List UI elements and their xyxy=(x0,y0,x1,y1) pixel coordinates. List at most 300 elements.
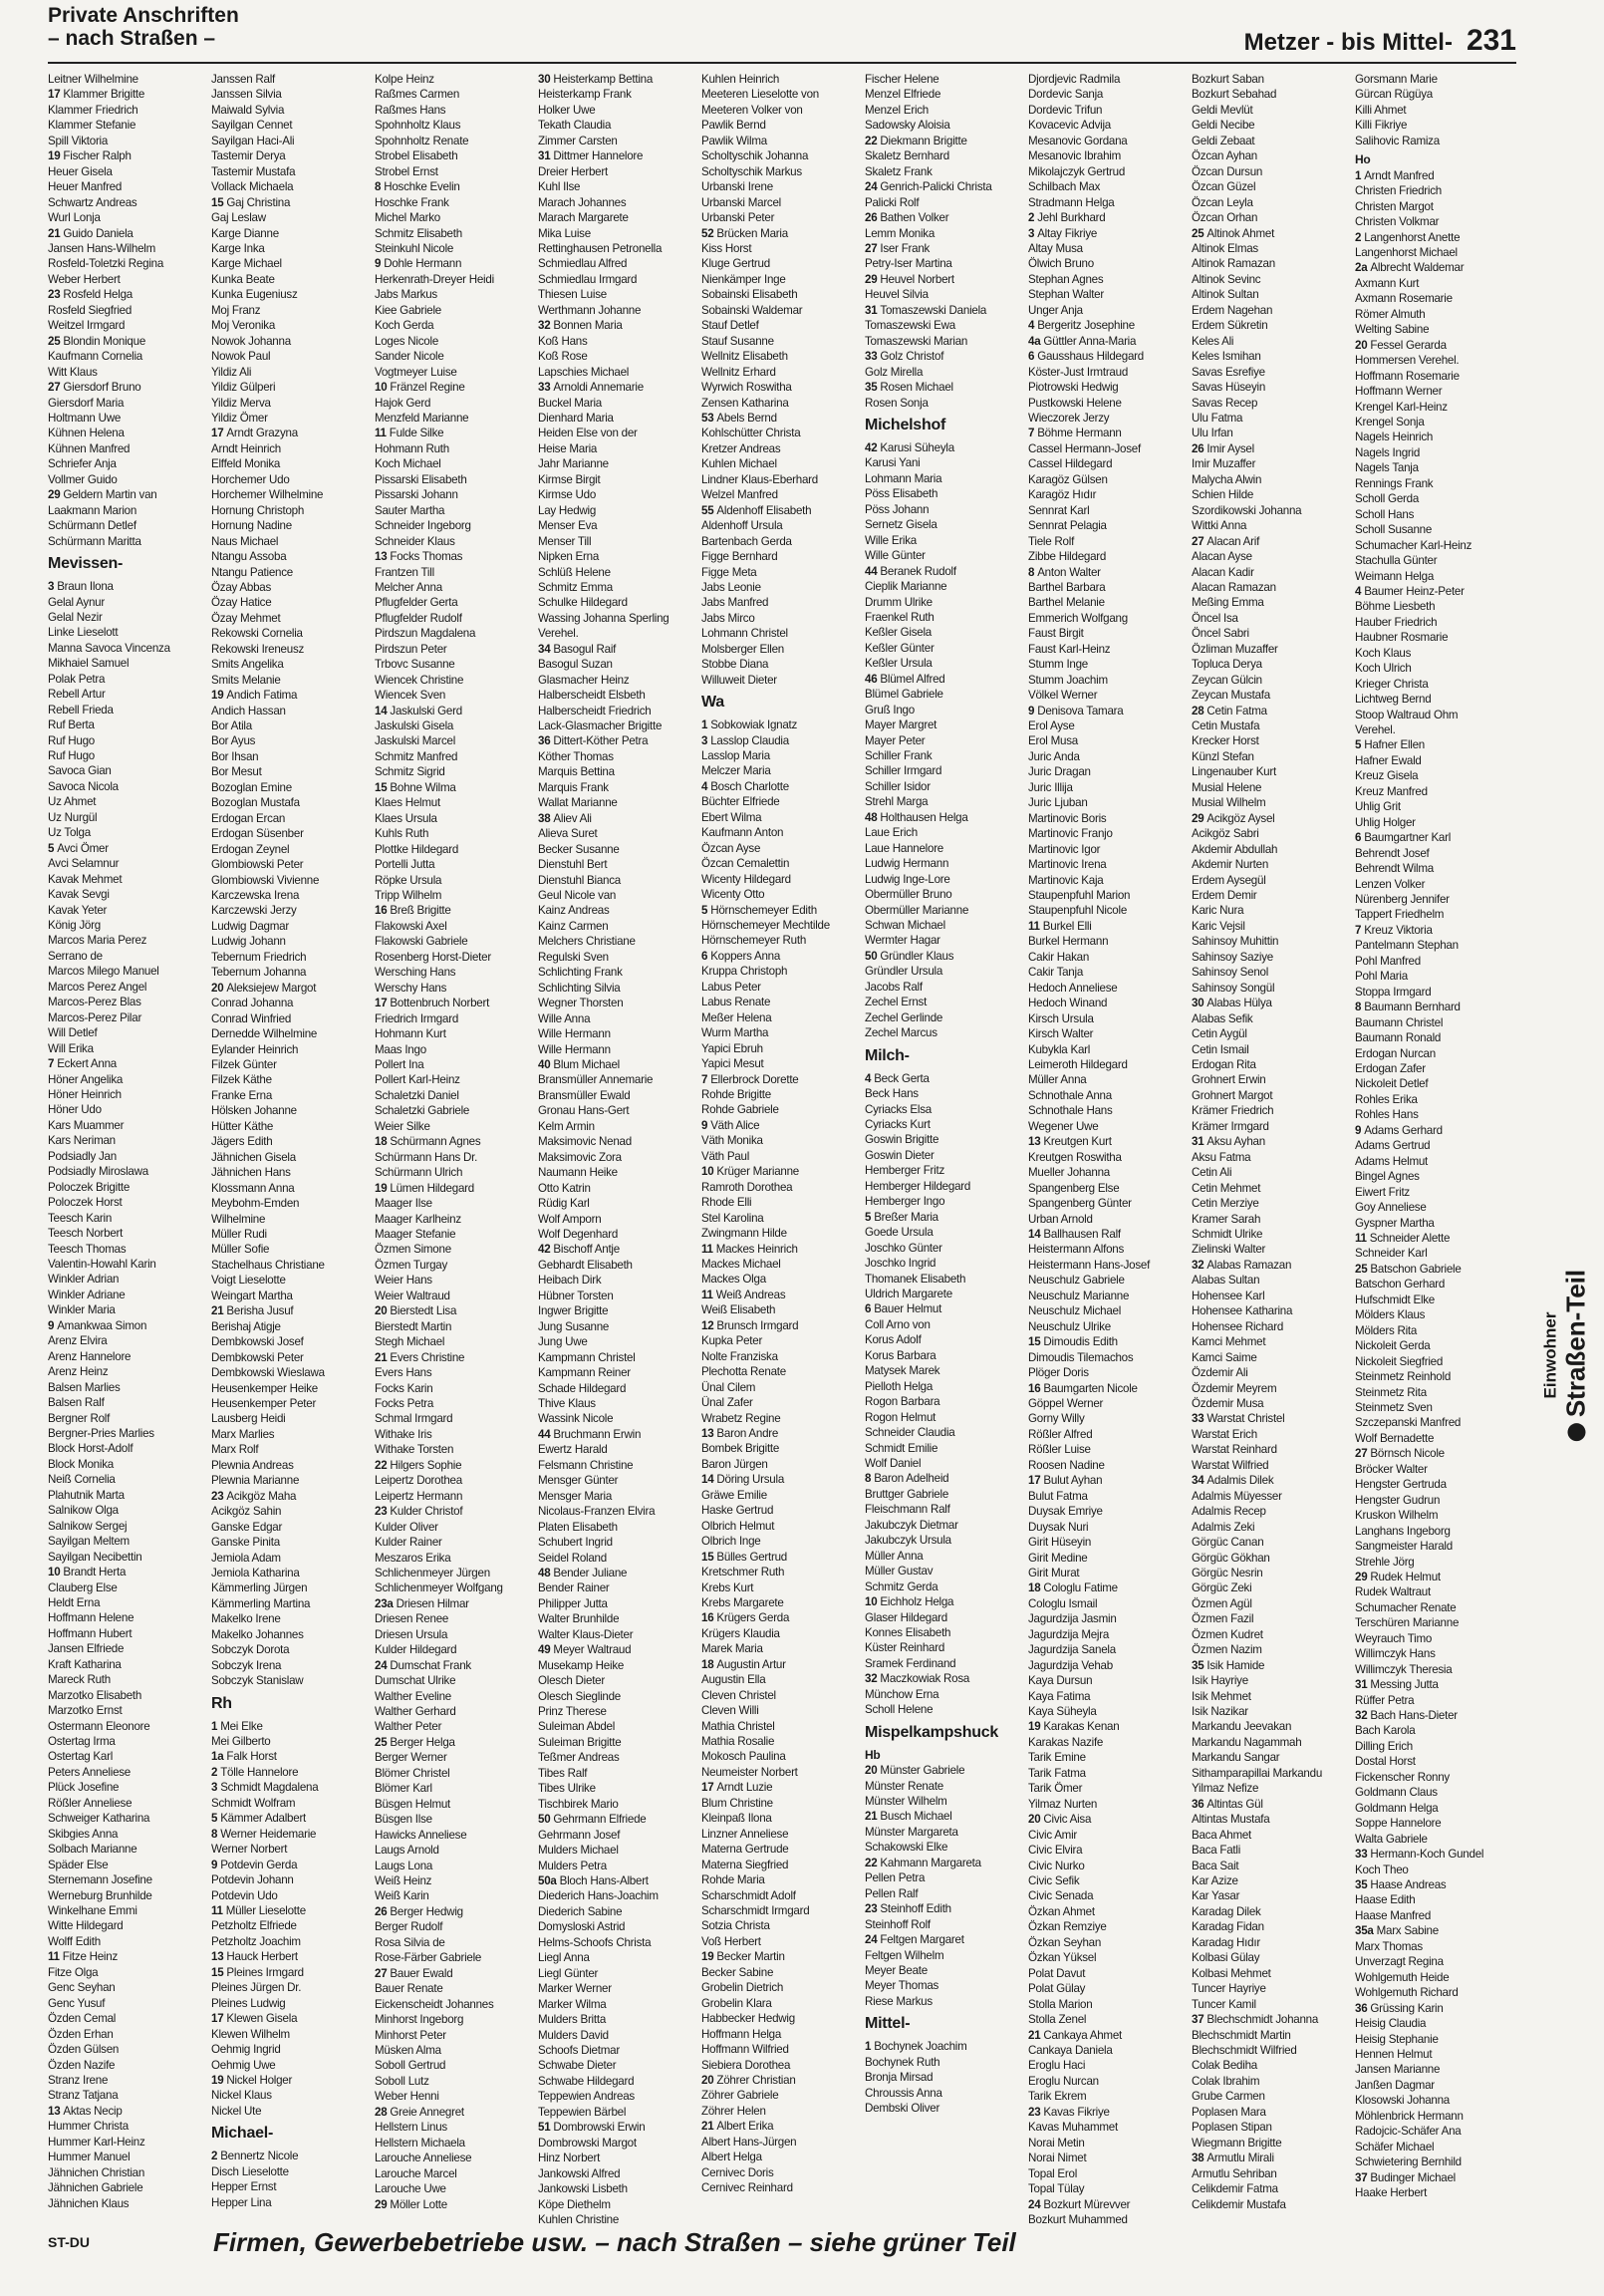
resident-entry: Zensen Katharina xyxy=(701,396,789,410)
resident-entry: Altinok Ramazan xyxy=(1192,257,1275,271)
resident-entry: 19 Fischer Ralph xyxy=(48,149,132,163)
resident-entry: Akdemir Abdullah xyxy=(1192,842,1278,856)
resident-entry: Soboll Lutz xyxy=(375,2074,429,2088)
resident-entry: Kamci Mehmet xyxy=(1192,1335,1266,1349)
resident-entry: Voigt Lieselotte xyxy=(211,1274,286,1288)
house-number: 10 xyxy=(701,1165,714,1179)
house-number: 27 xyxy=(48,381,61,395)
resident-entry: 10 Eichholz Helga xyxy=(865,1595,954,1609)
resident-entry: 42 Bischoff Antje xyxy=(538,1243,620,1257)
resident-entry: Sauter Martha xyxy=(375,503,445,517)
house-number: 18 xyxy=(701,1657,714,1671)
resident-entry: Geldi Zebaat xyxy=(1192,134,1255,147)
resident-entry: Schweiger Katharina xyxy=(48,1812,150,1826)
resident-entry: Plewnia Marianne xyxy=(211,1474,300,1488)
resident-entry: Girit Murat xyxy=(1028,1566,1080,1579)
resident-entry: Cyriacks Kurt xyxy=(865,1118,931,1131)
resident-entry: Mesanovic Ibrahim xyxy=(1028,149,1122,163)
house-number: 3 xyxy=(701,733,708,747)
house-number: 17 xyxy=(48,88,61,102)
resident-entry: Weyrauch Timo xyxy=(1355,1631,1433,1645)
side-tab-big: Straßen-Teil xyxy=(1560,1269,1591,1418)
resident-entry: Hörnschemeyer Ruth xyxy=(701,934,807,948)
house-number: 11 xyxy=(701,1288,713,1301)
resident-entry: Hoffmann Helga xyxy=(701,2027,782,2041)
house-number: 17 xyxy=(1028,1474,1041,1488)
resident-entry: Kraft Katharina xyxy=(48,1657,122,1671)
house-number: 9 xyxy=(375,257,382,271)
resident-entry: Evers Hans xyxy=(375,1366,432,1380)
house-number: 27 xyxy=(375,1966,388,1980)
resident-entry: Colak Bediha xyxy=(1192,2059,1257,2073)
house-number: 27 xyxy=(1192,534,1204,548)
resident-entry: Hörnschemeyer Mechtilde xyxy=(701,919,830,933)
resident-entry: Plewnia Andreas xyxy=(211,1458,294,1472)
resident-entry: Isik Hayriye xyxy=(1192,1674,1248,1688)
house-number: 50 xyxy=(865,949,878,963)
resident-entry: 35 Isik Hamide xyxy=(1192,1658,1265,1672)
resident-entry: Balsen Ralf xyxy=(48,1396,105,1410)
house-number: 22 xyxy=(865,134,878,147)
resident-entry: Jansen Marianne xyxy=(1355,2063,1441,2077)
resident-entry: 6 Gausshaus Hildegard xyxy=(1028,350,1144,364)
resident-entry: Wille Hermann xyxy=(538,1042,611,1056)
house-number: 23 xyxy=(865,1902,878,1916)
house-number: 9 xyxy=(1028,704,1035,718)
directory-column xyxy=(538,72,695,2226)
resident-entry: Kovacevic Advija xyxy=(1028,119,1111,133)
resident-entry: Sobczyk Dorota xyxy=(211,1643,290,1657)
resident-entry: 22 Hilgers Sophie xyxy=(375,1458,462,1472)
house-number: 31 xyxy=(865,303,878,317)
resident-entry: Hedoch Anneliese xyxy=(1028,981,1118,995)
resident-entry: Kuhls Ruth xyxy=(375,827,429,841)
resident-entry: 38 Armutlu Mirali xyxy=(1192,2152,1274,2165)
resident-entry: Heise Maria xyxy=(538,441,598,455)
resident-entry: Will Erika xyxy=(48,1041,94,1055)
resident-entry: Teesch Karin xyxy=(48,1211,113,1225)
resident-entry: Karge Dianne xyxy=(211,226,279,240)
resident-entry: 36 Grüssing Karin xyxy=(1355,2001,1444,2015)
resident-entry: Maager Karlheinz xyxy=(375,1212,461,1226)
resident-entry: 10 Fränzel Regine xyxy=(375,381,465,395)
resident-entry: Pustkowski Helene xyxy=(1028,396,1122,410)
resident-entry: Blum Christine xyxy=(701,1796,773,1810)
resident-entry: Cakir Hakan xyxy=(1028,950,1090,964)
resident-entry: Platen Elisabeth xyxy=(538,1520,618,1534)
resident-entry: Schneider Claudia xyxy=(865,1426,955,1440)
resident-entry: 13 Hauck Herbert xyxy=(211,1950,298,1964)
resident-entry: Kunka Eugeniusz xyxy=(211,288,298,302)
house-number: 22 xyxy=(865,1856,878,1869)
resident-entry: Hauber Friedrich xyxy=(1355,615,1438,629)
resident-entry: Ramroth Dorothea xyxy=(701,1180,793,1194)
resident-entry: Kühnen Manfred xyxy=(48,441,131,455)
directory-columns xyxy=(48,72,1512,2226)
resident-entry: Dembkowski Wieslawa xyxy=(211,1366,325,1380)
resident-entry: 8 Hoschke Evelin xyxy=(375,180,460,194)
house-number: 23 xyxy=(375,1505,388,1519)
resident-entry: Tebernum Johanna xyxy=(211,966,307,980)
resident-entry: Savas Esrefiye xyxy=(1192,365,1265,379)
house-number: 10 xyxy=(48,1566,61,1579)
resident-entry: Wegener Uwe xyxy=(1028,1119,1099,1133)
resident-entry: 25 Berger Helga xyxy=(375,1735,455,1749)
resident-entry: Olbrich Helmut xyxy=(701,1519,775,1533)
resident-entry: Pantelmann Stephan xyxy=(1355,939,1459,953)
house-number: 1a xyxy=(211,1750,224,1764)
resident-entry: Winkler Adriane xyxy=(48,1288,126,1301)
resident-entry: Olesch Dieter xyxy=(538,1674,605,1688)
resident-entry: Nolte Franziska xyxy=(701,1349,778,1363)
resident-entry: Polat Gülay xyxy=(1028,1982,1086,1996)
resident-entry: 2 Tölle Hannelore xyxy=(211,1765,299,1779)
resident-entry: Musial Helene xyxy=(1192,780,1262,794)
resident-entry: Berger Werner xyxy=(375,1751,447,1765)
resident-entry: Wyrwich Roswitha xyxy=(701,381,792,395)
resident-entry: Nickoleit Siegfried xyxy=(1355,1354,1444,1368)
house-number: 1 xyxy=(1355,168,1362,182)
resident-entry: Weimann Helga xyxy=(1355,569,1435,583)
resident-entry: Stranz Tatjana xyxy=(48,2089,119,2103)
resident-entry: Wassink Nicole xyxy=(538,1412,614,1426)
resident-entry: 24 Feltgen Margaret xyxy=(865,1933,964,1947)
resident-entry: Mulders Britta xyxy=(538,2013,607,2027)
resident-entry: Schaletzki Gabriele xyxy=(375,1104,470,1118)
resident-entry: Röpke Ursula xyxy=(375,873,442,887)
house-number: 6 xyxy=(1355,831,1362,845)
resident-entry: Bender Rainer xyxy=(538,1581,610,1595)
resident-entry: 13 Focks Thomas xyxy=(375,550,463,564)
resident-entry: Alabas Sefik xyxy=(1192,1011,1253,1025)
resident-entry: Werthmann Johanne xyxy=(538,303,642,317)
resident-entry: Pawlik Bernd xyxy=(701,119,766,133)
resident-entry: Uhlig Grit xyxy=(1355,800,1401,814)
resident-entry: Sayilgan Haci-Ali xyxy=(211,134,295,147)
resident-entry: 9 Adams Gerhard xyxy=(1355,1123,1443,1137)
resident-entry: Leitner Wilhelmine xyxy=(48,73,138,86)
resident-entry: Heuer Gisela xyxy=(48,164,113,178)
house-number: 16 xyxy=(701,1611,714,1625)
resident-entry: 35 Rosen Michael xyxy=(865,381,953,395)
resident-entry: Eroglu Haci xyxy=(1028,2059,1086,2073)
resident-entry: 1 Mei Elke xyxy=(211,1719,263,1733)
resident-entry: Küster Reinhard xyxy=(865,1641,945,1655)
resident-entry: Gronau Hans-Gert xyxy=(538,1104,630,1118)
resident-entry: Valentin-Howahl Karin xyxy=(48,1257,156,1271)
house-number: 2 xyxy=(211,1765,218,1779)
resident-entry: Pellen Petra xyxy=(865,1871,926,1885)
resident-entry: 20 Civic Aisa xyxy=(1028,1813,1092,1827)
resident-entry: Civic Amir xyxy=(1028,1828,1078,1842)
resident-entry: Nickel Klaus xyxy=(211,2089,272,2103)
resident-entry: Stobbe Diana xyxy=(701,658,769,672)
house-number: 51 xyxy=(538,2121,551,2135)
resident-entry: Stranz Irene xyxy=(48,2074,109,2087)
resident-entry: Dembkowski Peter xyxy=(211,1350,304,1364)
resident-entry: 23 Kulder Christof xyxy=(375,1505,463,1519)
resident-entry: 4 Bosch Charlotte xyxy=(701,779,789,793)
resident-entry: Kreuz Gisela xyxy=(1355,769,1419,783)
directory-column xyxy=(701,72,859,2214)
resident-entry: Ostertag Karl xyxy=(48,1750,114,1764)
resident-entry: Djordjevic Radmila xyxy=(1028,73,1121,86)
resident-entry: Berishaj Atigje xyxy=(211,1319,281,1333)
resident-entry: Eylander Heinrich xyxy=(211,1042,299,1056)
resident-entry: Cologlu Ismail xyxy=(1028,1596,1098,1610)
resident-entry: Rohde Brigitte xyxy=(701,1088,771,1101)
resident-entry: Schoofs Dietmar xyxy=(538,2044,620,2057)
resident-entry: Melcher Anna xyxy=(375,580,442,594)
resident-entry: Grohnert Margot xyxy=(1192,1088,1273,1102)
resident-entry: Sithamparapillai Markandu xyxy=(1192,1766,1323,1780)
house-number: 5 xyxy=(1355,738,1362,752)
resident-entry: Ostertag Irma xyxy=(48,1735,116,1749)
resident-entry: Kulder Hildegard xyxy=(375,1643,457,1657)
resident-entry: Nickoleit Detlef xyxy=(1355,1077,1429,1091)
house-number: 8 xyxy=(1028,565,1035,579)
footer-note: Firmen, Gewerbebetriebe usw. – nach Straßen – siehe grüner Teil xyxy=(213,2227,1016,2257)
house-number: 33 xyxy=(1192,1412,1204,1426)
resident-entry: Cassel Hermann-Josef xyxy=(1028,441,1141,455)
resident-entry: Bierstedt Martin xyxy=(375,1319,452,1333)
resident-entry: 17 Arndt Luzie xyxy=(701,1781,773,1795)
resident-entry: Duysak Nuri xyxy=(1028,1520,1089,1534)
resident-entry: Leimeroth Hildegard xyxy=(1028,1058,1128,1071)
resident-entry: 21 Evers Christine xyxy=(375,1350,465,1364)
resident-entry: Neumeister Norbert xyxy=(701,1765,798,1779)
resident-entry: Neuschulz Ulrike xyxy=(1028,1319,1111,1333)
resident-entry: Özmen Fazil xyxy=(1192,1612,1254,1626)
resident-entry: Bergner Rolf xyxy=(48,1411,111,1425)
house-number: 8 xyxy=(375,180,382,194)
resident-entry: Spohnholtz Klaus xyxy=(375,119,461,133)
resident-entry: Hajok Gerd xyxy=(375,396,431,410)
resident-entry: Yildiz Ömer xyxy=(211,411,268,425)
resident-entry: Weier Waltraud xyxy=(375,1289,450,1302)
resident-entry: Axmann Kurt xyxy=(1355,276,1420,290)
house-number: 15 xyxy=(1028,1335,1041,1349)
house-number: 7 xyxy=(48,1057,55,1071)
resident-entry: Konnes Elisabeth xyxy=(865,1625,951,1639)
resident-entry: Girit Hüseyin xyxy=(1028,1536,1092,1550)
resident-entry: Dembski Oliver xyxy=(865,2102,940,2116)
resident-entry: Sobainski Elisabeth xyxy=(701,288,798,302)
resident-entry: Tischbirek Mario xyxy=(538,1797,619,1811)
resident-entry: Sahinsoy Saziye xyxy=(1192,950,1273,964)
resident-entry: Augustin Ella xyxy=(701,1673,766,1687)
resident-entry: Zechel Marcus xyxy=(865,1026,937,1040)
resident-entry: Münster Margareta xyxy=(865,1825,958,1839)
resident-entry: Polat Davut xyxy=(1028,1966,1086,1980)
resident-entry: 40 Blum Michael xyxy=(538,1058,620,1071)
resident-entry: Cetin Ismail xyxy=(1192,1042,1249,1056)
resident-entry: Özmen Simone xyxy=(375,1243,451,1257)
resident-entry: Özden Cemal xyxy=(48,2012,117,2026)
house-number: 2a xyxy=(1355,261,1368,275)
resident-entry: Goswin Brigitte xyxy=(865,1133,939,1147)
resident-entry: Rebell Artur xyxy=(48,688,106,702)
resident-entry: Leipertz Hermann xyxy=(375,1489,463,1503)
resident-entry: 22 Diekmann Brigitte xyxy=(865,134,967,147)
house-number: 20 xyxy=(375,1304,388,1318)
directory-column xyxy=(1028,72,1186,2226)
resident-entry: Korus Adolf xyxy=(865,1333,922,1347)
resident-entry: Cassel Hildegard xyxy=(1028,457,1113,471)
resident-entry: Münster Renate xyxy=(865,1779,943,1793)
resident-entry: Goldmann Claus xyxy=(1355,1786,1438,1800)
resident-entry: Bozoglan Mustafa xyxy=(211,796,300,810)
resident-entry: Schmiedlau Irmgard xyxy=(538,272,638,286)
resident-entry: Adams Gertrud xyxy=(1355,1139,1431,1153)
resident-entry: Kreutgen Roswitha xyxy=(1028,1150,1122,1164)
resident-entry: Pleines Ludwig xyxy=(211,1996,286,2010)
resident-entry: Mesanovic Gordana xyxy=(1028,134,1128,147)
house-number: 32 xyxy=(1355,1709,1368,1723)
resident-entry: Piotrowski Hedwig xyxy=(1028,381,1119,395)
resident-entry: 26 Berger Hedwig xyxy=(375,1904,463,1918)
resident-entry: Schmidt Ulrike xyxy=(1192,1227,1263,1241)
resident-entry: Heuer Manfred xyxy=(48,180,123,194)
resident-entry: Kavas Muhammet xyxy=(1028,2121,1118,2135)
resident-entry: Janssen Silvia xyxy=(211,88,282,102)
resident-entry: Nienkämper Inge xyxy=(701,272,786,286)
resident-entry: Schlichenmeyer Wolfgang xyxy=(375,1581,503,1595)
house-number: 46 xyxy=(865,672,878,686)
resident-entry: Poplasen Mara xyxy=(1192,2105,1266,2119)
resident-entry: Unger Anja xyxy=(1028,303,1083,317)
resident-entry: 36 Dittert-Köther Petra xyxy=(538,734,649,748)
resident-entry: Lausberg Heidi xyxy=(211,1412,286,1426)
resident-entry: 19 Nickel Holger xyxy=(211,2074,293,2087)
street-heading: Mittel- xyxy=(865,2015,911,2033)
resident-entry: Liegl Günter xyxy=(538,1966,599,1980)
resident-entry: Hoffmann Rosemarie xyxy=(1355,369,1460,383)
resident-entry: Werschy Hans xyxy=(375,981,447,995)
resident-entry: Szczepanski Manfred xyxy=(1355,1416,1462,1430)
resident-entry: Teesch Norbert xyxy=(48,1227,124,1241)
resident-entry: Lohmann Christel xyxy=(701,627,788,641)
resident-entry: 9 Potdevin Gerda xyxy=(211,1858,298,1871)
house-number: 17 xyxy=(375,997,388,1010)
house-number: 29 xyxy=(375,2197,388,2211)
resident-entry: Vogtmeyer Luise xyxy=(375,365,457,379)
house-number: 1 xyxy=(211,1719,218,1733)
resident-entry: Obermüller Bruno xyxy=(865,888,952,902)
resident-entry: 29 Heuvel Norbert xyxy=(865,272,954,286)
resident-entry: Berger Rudolf xyxy=(375,1920,443,1934)
resident-entry: Walta Gabriele xyxy=(1355,1832,1428,1846)
resident-entry: Buckel Maria xyxy=(538,396,603,410)
resident-entry: Ünal Cilem xyxy=(701,1380,756,1394)
house-number: 22 xyxy=(375,1458,388,1472)
resident-entry: Rößler Alfred xyxy=(1028,1427,1093,1441)
resident-entry: Heistermann Hans-Josef xyxy=(1028,1258,1151,1272)
resident-entry: Moj Veronika xyxy=(211,319,276,333)
resident-entry: Olesch Sieglinde xyxy=(538,1689,622,1703)
resident-entry: Jung Uwe xyxy=(538,1335,588,1349)
resident-entry: Tuncer Kamil xyxy=(1192,1997,1256,2011)
resident-entry: Maksimovic Zora xyxy=(538,1150,622,1164)
resident-entry: Pirdszun Peter xyxy=(375,642,447,656)
resident-entry: Wohlgemuth Richard xyxy=(1355,1986,1459,2000)
resident-entry: Filzek Käthe xyxy=(211,1073,272,1087)
resident-entry: 21 Busch Michael xyxy=(865,1810,952,1824)
resident-entry: Rosfeld Siegfried xyxy=(48,303,133,317)
resident-entry: Steinhoff Rolf xyxy=(865,1917,931,1931)
resident-entry: Heisig Stephanie xyxy=(1355,2032,1439,2046)
resident-entry: Blümel Gabriele xyxy=(865,688,943,702)
resident-entry: 14 Ballhausen Ralf xyxy=(1028,1227,1121,1241)
resident-entry: 33 Warstat Christel xyxy=(1192,1412,1285,1426)
resident-entry: 27 Iser Frank xyxy=(865,241,931,255)
house-number: 4 xyxy=(1355,584,1362,598)
resident-entry: 4 Beck Gerta xyxy=(865,1071,930,1085)
resident-entry: 15 Pleines Irmgard xyxy=(211,1965,304,1979)
house-number: 8 xyxy=(211,1827,218,1841)
resident-entry: Isik Nazikar xyxy=(1192,1705,1248,1719)
house-number: 19 xyxy=(211,2074,224,2087)
resident-entry: Meeteren Volker von xyxy=(701,103,803,117)
resident-entry: Dordevic Sanja xyxy=(1028,88,1104,102)
resident-entry: Riese Markus xyxy=(865,1994,933,2008)
resident-entry: Özdemir Musa xyxy=(1192,1396,1264,1410)
resident-entry: Warstat Wilfried xyxy=(1192,1458,1269,1472)
resident-entry: Melchers Christiane xyxy=(538,935,636,949)
resident-entry: Karusi Yani xyxy=(865,456,921,470)
footer-code: ST-DU xyxy=(48,2234,90,2250)
resident-entry: 51 Dombrowski Erwin xyxy=(538,2121,646,2135)
resident-entry: Blechschmidt Martin xyxy=(1192,2028,1291,2042)
resident-entry: Cetin Ali xyxy=(1192,1166,1232,1180)
resident-entry: Wille Erika xyxy=(865,533,918,547)
resident-entry: Mokosch Paulina xyxy=(701,1750,786,1764)
house-number: 15 xyxy=(211,1965,224,1979)
resident-entry: Marcos Maria Perez xyxy=(48,934,147,948)
resident-entry: Bingel Agnes xyxy=(1355,1170,1420,1184)
resident-entry: Erdogan Zeynel xyxy=(211,842,290,856)
resident-entry: Karadag Hıdır xyxy=(1192,1935,1260,1949)
resident-entry: Hengster Gudrun xyxy=(1355,1493,1441,1507)
resident-entry: Bor Ayus xyxy=(211,734,256,748)
house-number: 26 xyxy=(865,211,878,225)
resident-entry: Grube Carmen xyxy=(1192,2090,1265,2104)
resident-entry: Jähnichen Gisela xyxy=(211,1150,296,1164)
resident-entry: Savoca Gian xyxy=(48,764,112,778)
resident-entry: Hübner Torsten xyxy=(538,1289,614,1302)
resident-entry: Duysak Emriye xyxy=(1028,1505,1103,1519)
house-number: 11 xyxy=(701,1242,713,1256)
resident-entry: Flakowski Gabriele xyxy=(375,935,468,949)
resident-entry: Gürcan Rügüya xyxy=(1355,88,1433,102)
resident-entry: Kars Muammer xyxy=(48,1118,125,1132)
resident-entry: Tarik Ömer xyxy=(1028,1782,1083,1796)
resident-entry: Zechel Gerlinde xyxy=(865,1010,943,1024)
resident-entry: Eickenscheidt Johannes xyxy=(375,1997,494,2011)
resident-entry: Zöhrer Gabriele xyxy=(701,2089,779,2103)
resident-entry: Plechotta Renate xyxy=(701,1365,786,1379)
resident-entry: Tripp Wilhelm xyxy=(375,889,442,903)
resident-entry: 23 Acikgöz Maha xyxy=(211,1489,297,1503)
resident-entry: Weber Henni xyxy=(375,2090,439,2104)
resident-entry: Özdemir Meyrem xyxy=(1192,1381,1277,1395)
resident-entry: Özay Hatice xyxy=(211,596,272,610)
house-number: 13 xyxy=(375,550,388,564)
house-number: 5 xyxy=(211,1812,218,1826)
resident-entry: Bor Ihsan xyxy=(211,749,259,763)
house-number: 11 xyxy=(211,1904,223,1918)
resident-entry: 17 Klammer Brigitte xyxy=(48,88,145,102)
